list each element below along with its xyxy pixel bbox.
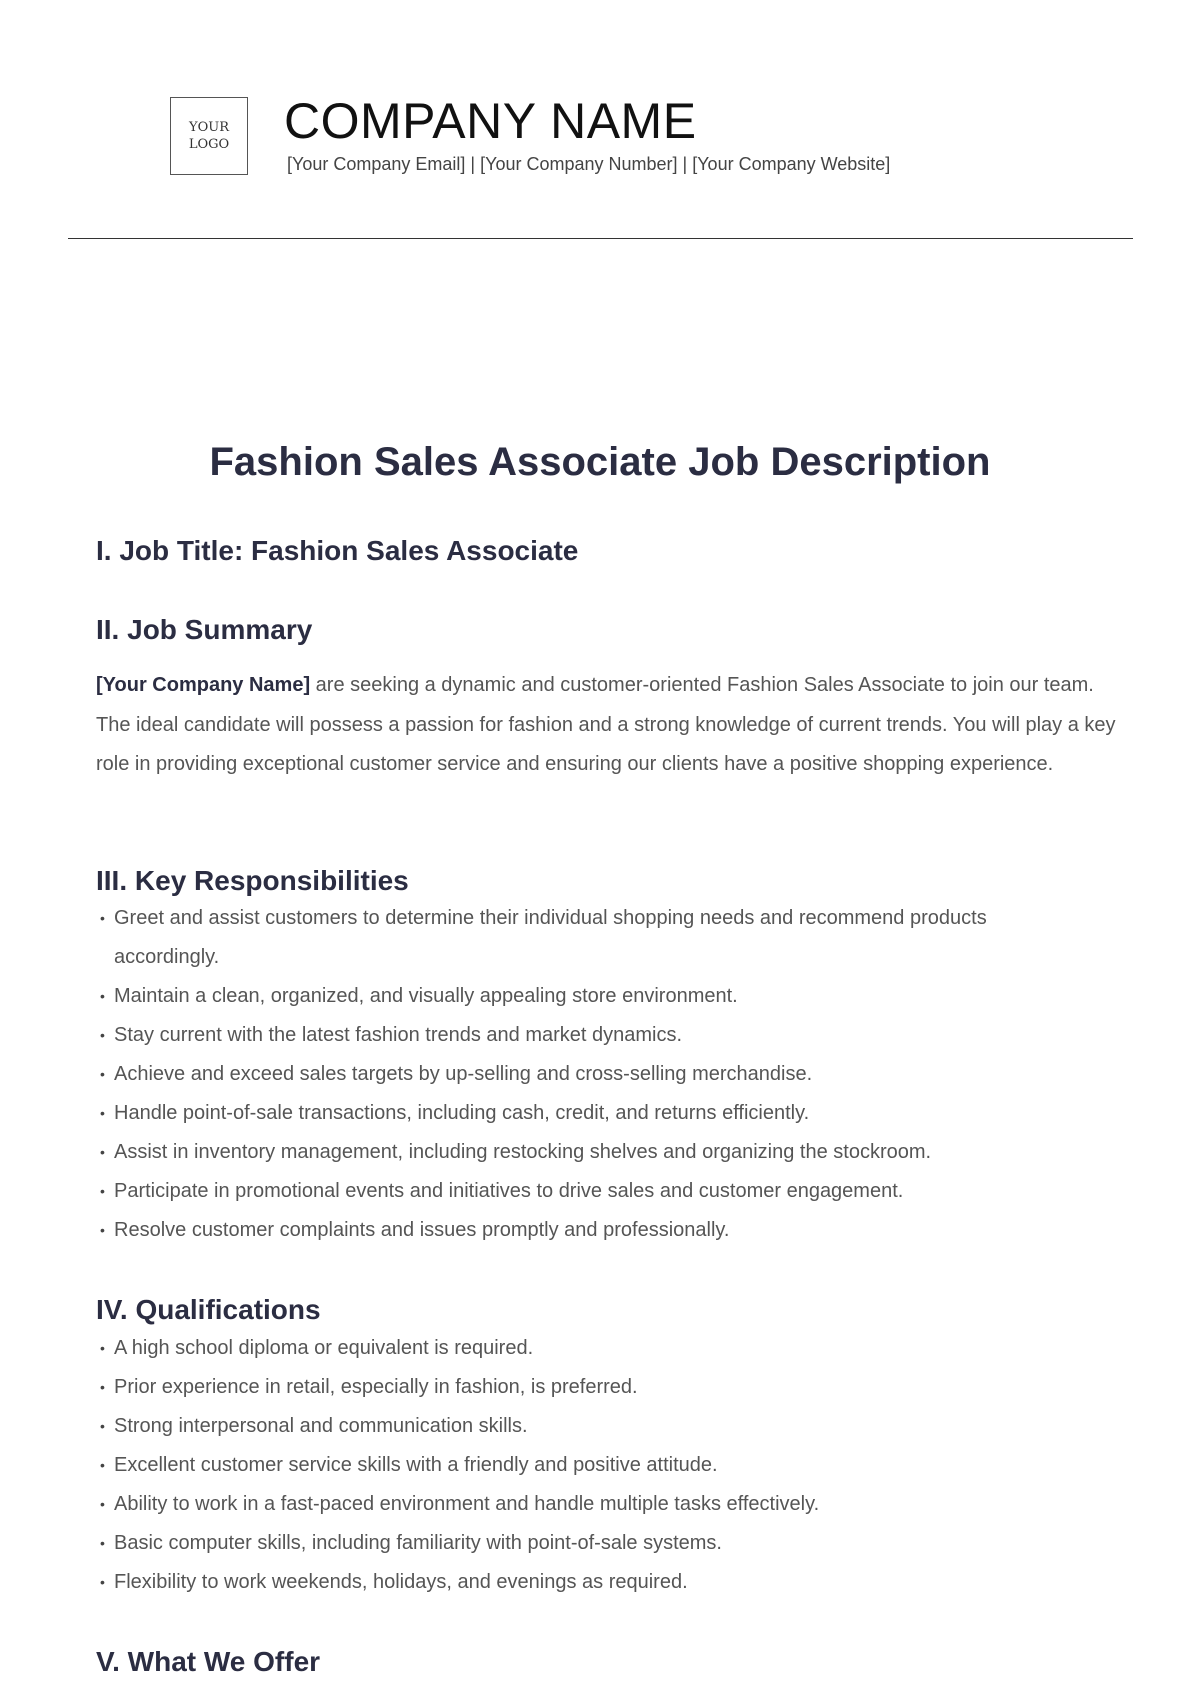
- logo-text: LOGO: [188, 137, 230, 152]
- responsibilities-list: [96, 899, 1076, 1250]
- list-item: • Ability to work in a fast-paced environment and handle multiple tasks effectively.: [96, 1485, 1116, 1524]
- summary-text: [96, 666, 1116, 785]
- list-item: • Basic computer skills, including familiarity with point-of-sale systems.: [96, 1524, 1116, 1563]
- list-item: • Assist in inventory management, including restocking shelves and organizing the stockroom.: [96, 1133, 1076, 1172]
- summary-heading: II. Job Summary: [96, 614, 313, 645]
- list-item: • Greet and assist customers to determine their individual shopping needs and recommend products accordingly.: [96, 899, 1076, 977]
- job-title-heading: I. Job Title: Fashion Sales Associate: [96, 535, 579, 566]
- list-item: • Maintain a clean, organized, and visually appealing store environment.: [96, 977, 1076, 1016]
- qualifications-heading: IV. Qualifications: [96, 1294, 321, 1325]
- list-item: • Resolve customer complaints and issues promptly and professionally.: [96, 1211, 1076, 1250]
- summary-body: are seeking a dynamic and customer-oriented Fashion Sales Associate to join our team. The ideal candidate will possess a passion for fashion and a strong knowledge of current trends. You will play a key role in providing exceptional customer service and ensuring our clients have a positive shopping experience.: [96, 674, 1116, 775]
- logo-placeholder: [170, 97, 248, 175]
- company-name: COMPANY NAME: [284, 93, 697, 149]
- qualifications-list: [96, 1329, 1116, 1602]
- document-title: Fashion Sales Associate Job Description: [209, 440, 991, 484]
- list-item: • Flexibility to work weekends, holidays, and evenings as required.: [96, 1563, 1116, 1602]
- list-item: • Excellent customer service skills with a friendly and positive attitude.: [96, 1446, 1116, 1485]
- list-item: • Stay current with the latest fashion trends and market dynamics.: [96, 1016, 1076, 1055]
- company-contact: [Your Company Email] | [Your Company Number] | [Your Company Website]: [287, 154, 891, 174]
- logo-text: YOUR: [189, 120, 229, 135]
- company-placeholder: [Your Company Name]: [96, 674, 311, 696]
- list-item: • Strong interpersonal and communication skills.: [96, 1407, 1116, 1446]
- list-item: • Handle point-of-sale transactions, including cash, credit, and returns efficiently.: [96, 1094, 1076, 1133]
- offer-heading: V. What We Offer: [96, 1646, 321, 1677]
- responsibilities-heading: III. Key Responsibilities: [96, 865, 409, 896]
- list-item: • A high school diploma or equivalent is required.: [96, 1329, 1116, 1368]
- list-item: • Participate in promotional events and initiatives to drive sales and customer engagement.: [96, 1172, 1076, 1211]
- divider: [68, 238, 1133, 239]
- list-item: • Prior experience in retail, especially in fashion, is preferred.: [96, 1368, 1116, 1407]
- list-item: • Achieve and exceed sales targets by up-selling and cross-selling merchandise.: [96, 1055, 1076, 1094]
